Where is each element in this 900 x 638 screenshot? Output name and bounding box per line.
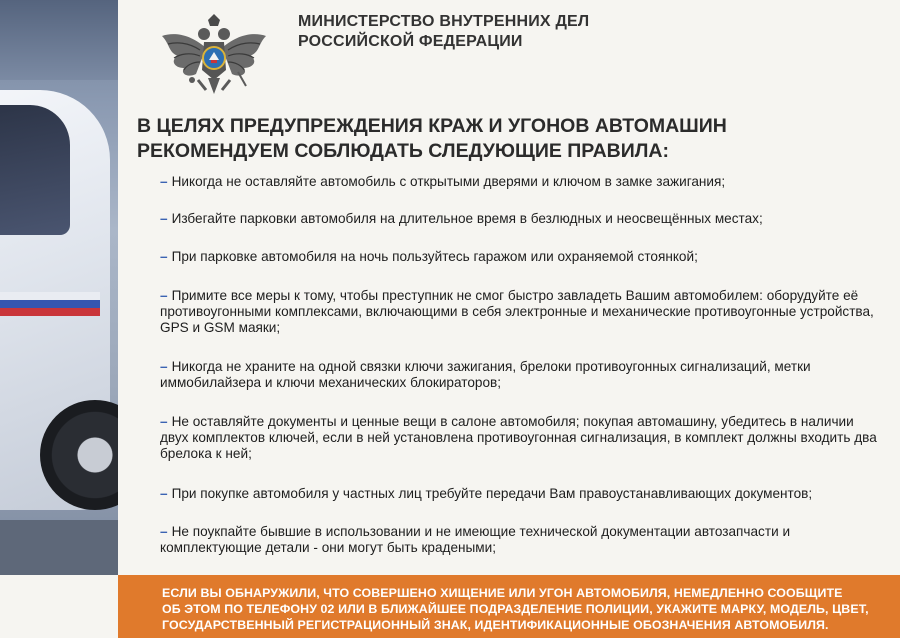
bullet-dash: – xyxy=(160,174,168,189)
rule-text: Примите все меры к тому, чтобы преступник не смог быстро завладеть Вашим автомобилем: оборудуйте её противоугонными комплексами, включающими в себя электронные и механические противоугонные устройства, GPS и GSM маяки; xyxy=(160,288,874,335)
list-item xyxy=(160,486,880,502)
headline-line-1: В ЦЕЛЯХ ПРЕДУПРЕЖДЕНИЯ КРАЖ И УГОНОВ АВТОМАШИН xyxy=(137,115,727,137)
footer-line-1: ЕСЛИ ВЫ ОБНАРУЖИЛИ, ЧТО СОВЕРШЕНО ХИЩЕНИЕ ИЛИ УГОН АВТОМОБИЛЯ, НЕМЕДЛЕННО СООБЩИТЕ xyxy=(162,586,843,600)
page-title xyxy=(137,114,877,164)
footer-notice xyxy=(162,585,892,633)
bullet-dash: – xyxy=(160,249,168,264)
bullet-dash: – xyxy=(160,524,168,539)
list-item xyxy=(160,174,880,190)
rule-text: При парковке автомобиля на ночь пользуйтесь гаражом или охраняемой стоянкой; xyxy=(171,249,698,264)
police-car-photo xyxy=(0,0,118,575)
bullet-dash: – xyxy=(160,211,168,226)
rule-text: Никогда не оставляйте автомобиль с открытыми дверями и ключом в замке зажигания; xyxy=(171,174,726,189)
footer-line-2: ОБ ЭТОМ ПО ТЕЛЕФОНУ 02 ИЛИ В БЛИЖАЙШЕЕ ПОДРАЗДЕЛЕНИЕ ПОЛИЦИИ, УКАЖИТЕ МАРКУ, МОДЕЛЬ, ЦВЕТ, xyxy=(162,602,869,616)
bullet-dash: – xyxy=(160,288,168,303)
footer-accent xyxy=(118,575,140,638)
list-item xyxy=(160,414,880,462)
rule-text: Не поукпайте бывшие в использовании и не имеющие технической документации автозапчасти и комплектующие детали - они могут быть крадеными; xyxy=(160,524,791,555)
bullet-dash: – xyxy=(160,486,168,501)
headline-line-2: РЕКОМЕНДУЕМ СОБЛЮДАТЬ СЛЕДУЮЩИЕ ПРАВИЛА: xyxy=(137,140,670,162)
list-item xyxy=(160,524,880,556)
list-item xyxy=(160,359,880,391)
rule-text: Никогда не храните на одной связки ключи зажигания, брелоки противоугонных сигнализаций, метки иммобилайзера и ключи механических блокираторов; xyxy=(160,359,811,390)
organization-name xyxy=(298,12,589,52)
rule-text: Избегайте парковки автомобиля на длительное время в безлюдных и неосвещённых местах; xyxy=(171,211,763,226)
mvd-eagle-emblem-icon xyxy=(160,14,268,106)
footer-banner xyxy=(140,575,900,638)
list-item xyxy=(160,249,880,265)
footer-line-3: ГОСУДАРСТВЕННЫЙ РЕГИСТРАЦИОННЫЙ ЗНАК, ИДЕНТИФИКАЦИОННЫЕ ОБОЗНАЧЕНИЯ АВТОМОБИЛЯ. xyxy=(162,618,829,632)
org-line-2: РОССИЙСКОЙ ФЕДЕРАЦИИ xyxy=(298,33,523,50)
rule-text: Не оставляйте документы и ценные вещи в салоне автомобиля; покупая автомашину, убедитесь в наличии двух комплектов ключей, если в ней установлена противоугонная сигнализация, в комплект должны входить два брелока к ней; xyxy=(160,414,877,461)
list-item xyxy=(160,288,880,336)
bullet-dash: – xyxy=(160,359,168,374)
bullet-dash: – xyxy=(160,414,168,429)
rule-text: При покупке автомобиля у частных лиц требуйте передачи Вам правоустанавливающих документов; xyxy=(171,486,813,501)
list-item xyxy=(160,211,880,227)
org-line-1: МИНИСТЕРСТВО ВНУТРЕННИХ ДЕЛ xyxy=(298,13,590,30)
